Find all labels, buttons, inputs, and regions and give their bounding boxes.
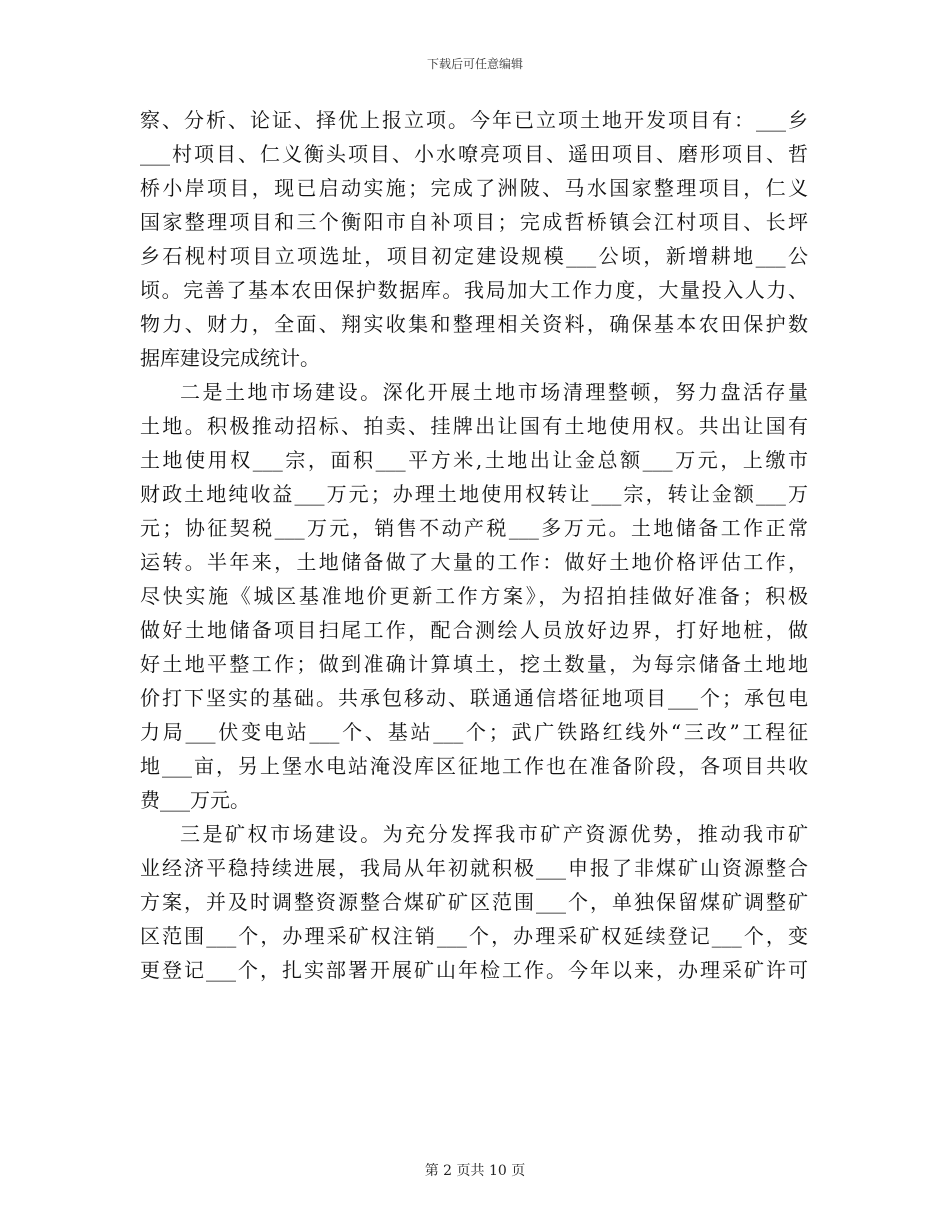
page-header: 下载后可任意编辑	[426, 57, 523, 71]
text-line: 地___亩，另上堡水电站淹没库区征地工作也在准备阶段，各项目共收	[140, 754, 808, 778]
text-line: 力局___伏变电站___个、基站___个；武广铁路红线外“三改”工程征	[140, 720, 808, 744]
text-line: 顷。完善了基本农田保护数据库。我局加大工作力度，大量投入人力、	[140, 278, 808, 302]
text-line: 好土地平整工作；做到准确计算填土，挖土数量，为每宗储备土地地	[140, 652, 808, 676]
text-line: 费___万元。	[140, 788, 250, 812]
text-line: 价打下坚实的基础。共承包移动、联通通信塔征地项目___个；承包电	[140, 686, 808, 710]
text-line: 区范围___个，办理采矿权注销___个，办理采矿权延续登记___个，变	[140, 924, 808, 948]
text-line: 运转。半年来，土地储备做了大量的工作：做好土地价格评估工作，	[140, 550, 808, 574]
text-line: 尽快实施《城区基准地价更新工作方案》，为招拍挂做好准备；积极	[140, 584, 808, 608]
text-line: 三是矿权市场建设。为充分发挥我市矿产资源优势，推动我市矿	[180, 822, 808, 846]
text-line: 察、分析、论证、择优上报立项。今年已立项土地开发项目有：___乡	[140, 108, 808, 132]
text-line: 更登记___个，扎实部署开展矿山年检工作。今年以来，办理采矿许可	[140, 958, 808, 982]
text-line: 元；协征契税___万元，销售不动产税___多万元。土地储备工作正常	[140, 516, 808, 540]
text-line: 国家整理项目和三个衡阳市自补项目；完成哲桥镇会江村项目、长坪	[140, 210, 808, 234]
text-line: 方案，并及时调整资源整合煤矿矿区范围___个，单独保留煤矿调整矿	[140, 890, 808, 914]
text-line: 土地。积极推动招标、拍卖、挂牌出让国有土地使用权。共出让国有	[140, 414, 808, 438]
text-line: 物力、财力，全面、翔实收集和整理相关资料，确保基本农田保护数	[140, 312, 808, 336]
text-line: 桥小岸项目，现已启动实施；完成了洲陂、马水国家整理项目，仁义	[140, 176, 808, 200]
text-line: 土地使用权___宗，面积___平方米,土地出让金总额___万元，上缴市	[140, 448, 808, 472]
text-line: 业经济平稳持续进展，我局从年初就积极___申报了非煤矿山资源整合	[140, 856, 808, 880]
page-footer: 第 2 页共 10 页	[424, 1163, 526, 1179]
text-line: ___村项目、仁义衡头项目、小水嘹亮项目、遥田项目、磨形项目、哲	[140, 142, 808, 166]
text-line: 做好土地储备项目扫尾工作，配合测绘人员放好边界，打好地桩，做	[140, 618, 808, 642]
text-line: 财政土地纯收益___万元；办理土地使用权转让___宗，转让金额___万	[140, 482, 808, 506]
text-line: 据库建设完成统计。	[140, 346, 320, 370]
text-line: 二是土地市场建设。深化开展土地市场清理整顿，努力盘活存量	[180, 380, 808, 404]
document-body	[140, 103, 808, 987]
text-line: 乡石枧村项目立项选址，项目初定建设规模___公顷，新增耕地___公	[140, 244, 808, 268]
